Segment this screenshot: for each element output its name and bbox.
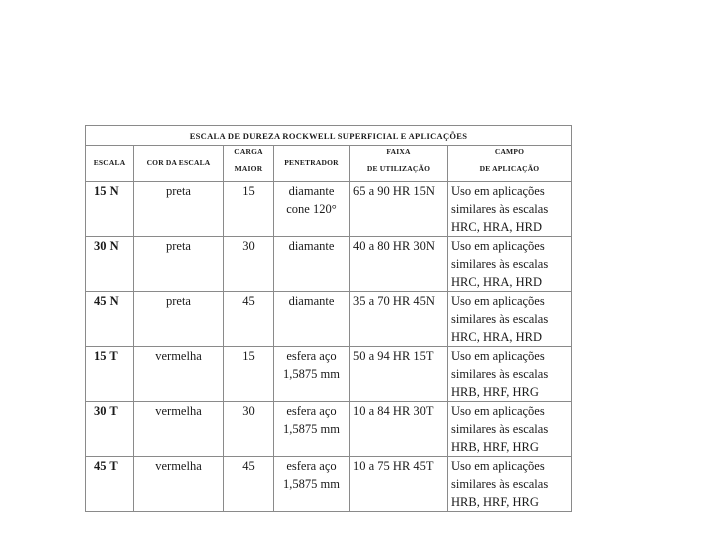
header-campo-line-1: CAMPO — [494, 147, 525, 156]
cell-penetrador — [274, 237, 350, 292]
campo-line-3: HRC, HRA, HRD — [451, 275, 542, 289]
penetrador-line-1: esfera aço — [286, 459, 337, 473]
penetrador-line-2: cone 120° — [286, 202, 337, 216]
header-escala: ESCALA — [86, 146, 134, 182]
campo-line-3: HRC, HRA, HRD — [451, 220, 542, 234]
table-title-row — [86, 126, 572, 146]
campo-line-3: HRB, HRF, HRG — [451, 495, 539, 509]
table-row — [86, 237, 572, 292]
campo-line-2: similares às escalas — [451, 422, 549, 436]
campo-line-1: Uso em aplicações — [451, 349, 545, 363]
penetrador-line-2: 1,5875 mm — [283, 422, 340, 436]
cell-campo — [448, 347, 572, 402]
cell-carga: 45 — [224, 292, 274, 347]
cell-carga: 15 — [224, 347, 274, 402]
cell-faixa: 40 a 80 HR 30N — [350, 237, 448, 292]
cell-faixa: 50 a 94 HR 15T — [350, 347, 448, 402]
cell-escala: 15 N — [86, 182, 134, 237]
cell-penetrador — [274, 347, 350, 402]
penetrador-line-1: esfera aço — [286, 404, 337, 418]
cell-cor: vermelha — [134, 457, 224, 512]
table-title: ESCALA DE DUREZA ROCKWELL SUPERFICIAL E APLICAÇÕES — [86, 126, 572, 146]
cell-penetrador — [274, 402, 350, 457]
header-campo-line-2: DE APLICAÇÃO — [479, 164, 540, 174]
campo-line-3: HRC, HRA, HRD — [451, 330, 542, 344]
table-row — [86, 457, 572, 512]
campo-line-3: HRB, HRF, HRG — [451, 440, 539, 454]
campo-line-1: Uso em aplicações — [451, 459, 545, 473]
rockwell-superficial-table — [85, 125, 572, 512]
cell-penetrador — [274, 457, 350, 512]
penetrador-line-2: 1,5875 mm — [283, 367, 340, 381]
penetrador-line-1: esfera aço — [286, 349, 337, 363]
campo-line-2: similares às escalas — [451, 312, 549, 326]
cell-campo — [448, 402, 572, 457]
cell-campo — [448, 237, 572, 292]
cell-cor: vermelha — [134, 402, 224, 457]
cell-cor: preta — [134, 292, 224, 347]
cell-escala: 30 T — [86, 402, 134, 457]
table-row — [86, 402, 572, 457]
campo-line-1: Uso em aplicações — [451, 294, 545, 308]
campo-line-1: Uso em aplicações — [451, 239, 545, 253]
cell-carga: 45 — [224, 457, 274, 512]
penetrador-line-2: 1,5875 mm — [283, 477, 340, 491]
cell-escala: 45 T — [86, 457, 134, 512]
header-faixa-de-utilizacao — [350, 146, 448, 182]
cell-campo — [448, 457, 572, 512]
penetrador-line-1: diamante — [288, 239, 335, 253]
header-carga-line-1: CARGA — [234, 147, 263, 156]
cell-escala: 30 N — [86, 237, 134, 292]
cell-penetrador — [274, 292, 350, 347]
campo-line-2: similares às escalas — [451, 257, 549, 271]
header-faixa-line-2: DE UTILIZAÇÃO — [366, 164, 431, 174]
cell-penetrador — [274, 182, 350, 237]
cell-campo — [448, 292, 572, 347]
campo-line-3: HRB, HRF, HRG — [451, 385, 539, 399]
cell-carga: 15 — [224, 182, 274, 237]
cell-faixa: 65 a 90 HR 15N — [350, 182, 448, 237]
cell-faixa: 10 a 84 HR 30T — [350, 402, 448, 457]
penetrador-line-1: diamante — [288, 294, 335, 308]
cell-cor: vermelha — [134, 347, 224, 402]
table-row — [86, 347, 572, 402]
header-faixa-line-1: FAIXA — [386, 147, 411, 156]
cell-carga: 30 — [224, 402, 274, 457]
cell-carga: 30 — [224, 237, 274, 292]
cell-faixa: 10 a 75 HR 45T — [350, 457, 448, 512]
table-row — [86, 292, 572, 347]
header-cor-da-escala: COR DA ESCALA — [134, 146, 224, 182]
cell-faixa: 35 a 70 HR 45N — [350, 292, 448, 347]
campo-line-1: Uso em aplicações — [451, 184, 545, 198]
cell-escala: 15 T — [86, 347, 134, 402]
cell-escala: 45 N — [86, 292, 134, 347]
cell-campo — [448, 182, 572, 237]
table-header-row — [86, 146, 572, 182]
header-carga-maior — [224, 146, 274, 182]
penetrador-line-1: diamante — [288, 184, 335, 198]
header-campo-de-aplicacao — [448, 146, 572, 182]
campo-line-2: similares às escalas — [451, 367, 549, 381]
campo-line-2: similares às escalas — [451, 202, 549, 216]
header-carga-line-2: MAIOR — [234, 164, 263, 174]
campo-line-2: similares às escalas — [451, 477, 549, 491]
table-row — [86, 182, 572, 237]
cell-cor: preta — [134, 182, 224, 237]
campo-line-1: Uso em aplicações — [451, 404, 545, 418]
header-penetrador: PENETRADOR — [274, 146, 350, 182]
cell-cor: preta — [134, 237, 224, 292]
